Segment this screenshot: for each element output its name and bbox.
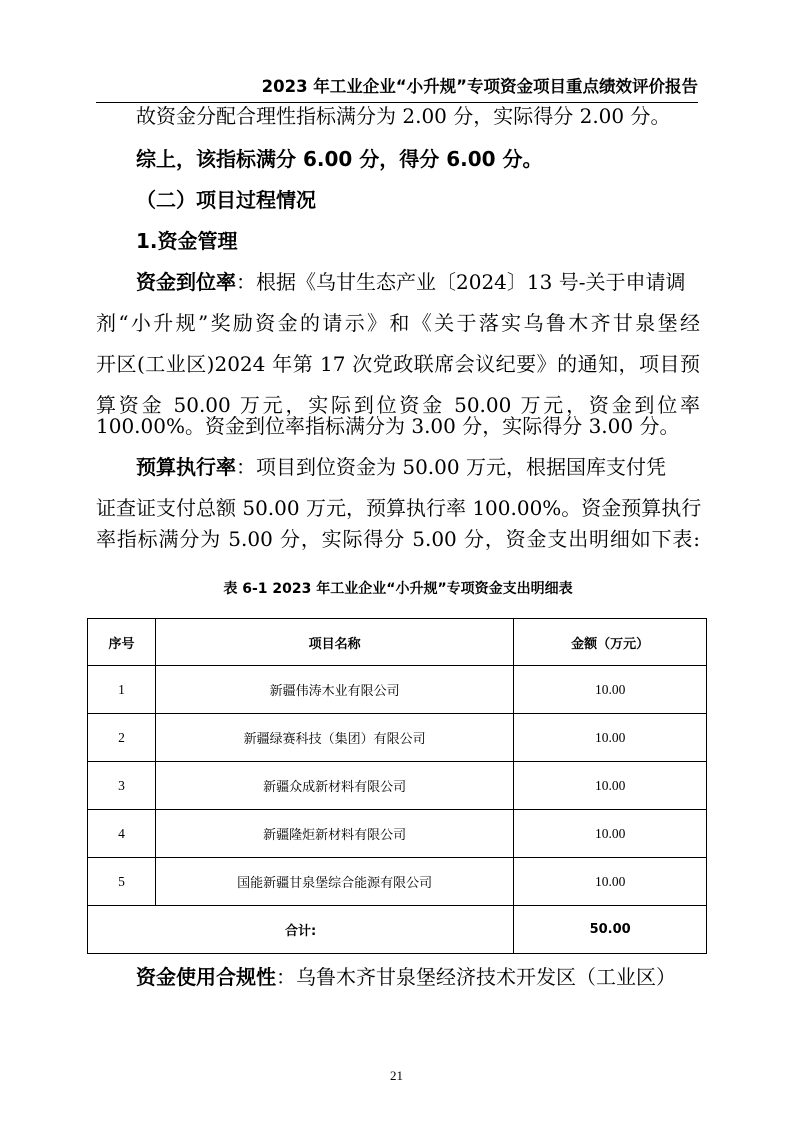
- header-name: 项目名称: [155, 619, 513, 666]
- paragraph-line: 100.00%。资金到位率指标满分为 3.00 分，实际得分 3.00 分。: [96, 414, 680, 438]
- table-row: [88, 666, 707, 714]
- paragraph-line: [96, 447, 700, 488]
- table-caption: 表 6-1 2023 年工业企业“小升规”专项资金支出明细表: [223, 581, 573, 597]
- paragraph-lead: 预算执行率: [136, 455, 236, 479]
- paragraph-line: [96, 262, 700, 303]
- cell-name: 新疆伟涛木业有限公司: [155, 666, 513, 714]
- header-seq: 序号: [88, 619, 156, 666]
- running-header: 2023 年工业企业“小升规”专项资金项目重点绩效评价报告: [96, 74, 698, 103]
- cell-amount: 10.00: [514, 762, 707, 810]
- cell-seq: 4: [88, 810, 156, 858]
- paragraph-line: 算资金 50.00 万元，实际到位资金 50.00 万元，资金到位率: [96, 393, 700, 417]
- table-header-row: [88, 619, 707, 666]
- paragraph-lead: 资金到位率: [136, 270, 236, 294]
- table-row: [88, 714, 707, 762]
- paragraph-line: 率指标满分为 5.00 分，实际得分 5.00 分，资金支出明细如下表:: [96, 527, 700, 551]
- expenditure-table: [87, 618, 707, 954]
- cell-name: 新疆隆炬新材料有限公司: [155, 810, 513, 858]
- cell-seq: 3: [88, 762, 156, 810]
- paragraph-line: 证查证支付总额 50.00 万元，预算执行率 100.00%。资金预算执行: [96, 496, 702, 520]
- summary-line: 综上，该指标满分 6.00 分，得分 6.00 分。: [136, 147, 543, 171]
- paragraph-text: ：乌鲁木齐甘泉堡经济技术开发区（工业区）: [276, 965, 676, 989]
- table-row: [88, 810, 707, 858]
- header-amount: 金额（万元）: [514, 619, 707, 666]
- paragraph-line: [96, 957, 700, 998]
- paragraph-text: ：项目到位资金为 50.00 万元，根据国库支付凭: [236, 455, 666, 479]
- cell-seq: 5: [88, 858, 156, 906]
- cell-amount: 10.00: [514, 858, 707, 906]
- paragraph-lead: 资金使用合规性: [136, 965, 276, 989]
- paragraph-line: 剂“小升规”奖励资金的请示》和《关于落实乌鲁木齐甘泉堡经: [96, 311, 700, 335]
- cell-amount: 10.00: [514, 810, 707, 858]
- table-row: [88, 858, 707, 906]
- paragraph-line: 开区(工业区)2024 年第 17 次党政联席会议纪要》的通知，项目预: [96, 352, 700, 376]
- total-label: 合计:: [88, 906, 514, 954]
- cell-name: 新疆绿赛科技（集团）有限公司: [155, 714, 513, 762]
- cell-name: 国能新疆甘泉堡综合能源有限公司: [155, 858, 513, 906]
- cell-seq: 2: [88, 714, 156, 762]
- table-row: [88, 762, 707, 810]
- cell-amount: 10.00: [514, 666, 707, 714]
- paragraph-text: ：根据《乌甘生态产业〔2024〕13 号-关于申请调: [236, 270, 686, 294]
- cell-amount: 10.00: [514, 714, 707, 762]
- table-total-row: [88, 906, 707, 954]
- page-number: 21: [390, 1068, 403, 1083]
- paragraph-line: 故资金分配合理性指标满分为 2.00 分，实际得分 2.00 分。: [136, 104, 671, 128]
- cell-name: 新疆众成新材料有限公司: [155, 762, 513, 810]
- cell-seq: 1: [88, 666, 156, 714]
- subsection-heading: 1.资金管理: [136, 229, 238, 253]
- section-heading: （二）项目过程情况: [136, 188, 316, 212]
- total-value: 50.00: [514, 906, 707, 954]
